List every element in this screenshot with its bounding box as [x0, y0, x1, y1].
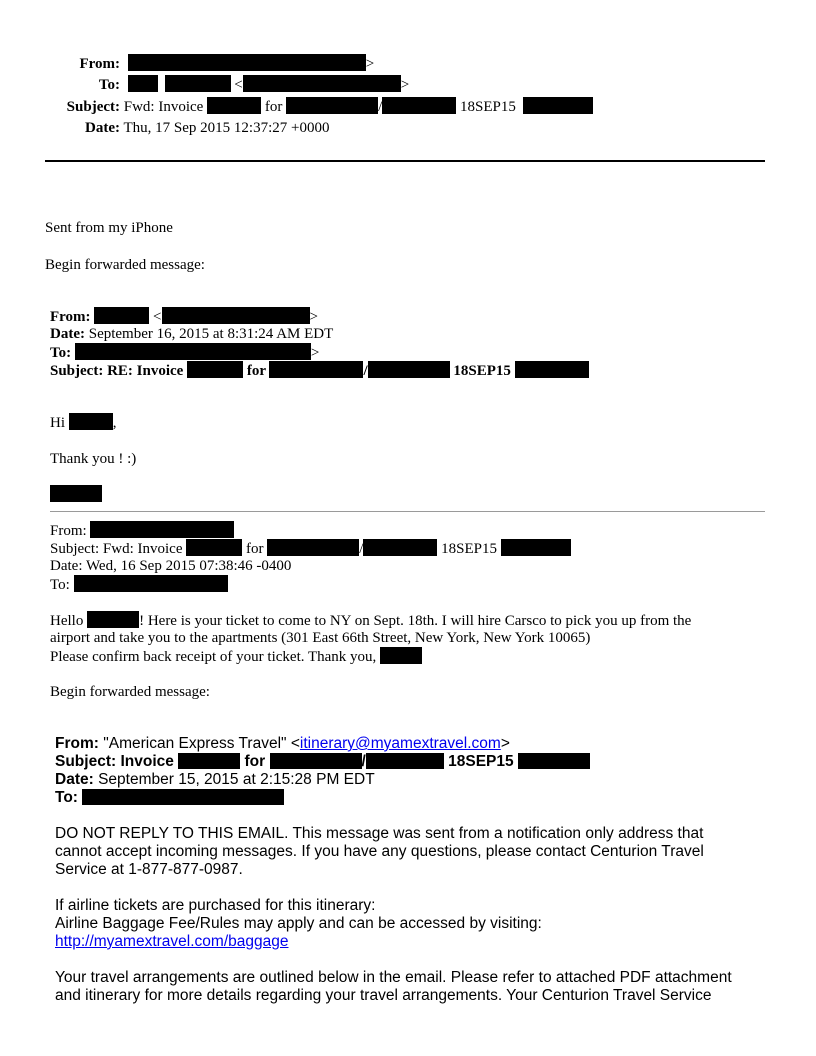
fwd3-p2-line1: If airline tickets are purchased for this itinerary: — [55, 897, 376, 914]
header-to-row: To: < > — [0, 75, 409, 94]
from-label: From: — [50, 523, 87, 539]
fwd1-date-row — [50, 325, 333, 343]
begin-forwarded-line: Begin forwarded message: — [45, 257, 205, 273]
quote-divider — [50, 511, 765, 512]
fwd2-body-line3: Please confirm back receipt of your ticket. Thank you, — [50, 647, 422, 666]
from-name: "American Express Travel" < — [103, 735, 300, 752]
date-label: Date: — [50, 558, 83, 574]
header-from-row: From: > — [0, 54, 374, 73]
redaction-block — [94, 307, 149, 324]
to-label: To: — [98, 77, 120, 93]
fwd2-from-row — [50, 521, 234, 540]
redaction-block — [50, 485, 102, 502]
fwd1-thanks: Thank you ! :) — [50, 451, 137, 467]
redaction-block — [366, 753, 444, 769]
redaction-block — [82, 789, 284, 805]
fwd2-subject-row: Subject: Fwd: Invoice for / 18SEP15 — [50, 539, 571, 558]
redaction-block — [501, 539, 571, 556]
fwd3-p2-line2: Airline Baggage Fee/Rules may apply and can be accessed by visiting: — [55, 915, 542, 932]
redaction-block — [74, 575, 228, 592]
redaction-block — [90, 521, 234, 538]
subject-label: Subject: — [50, 363, 104, 379]
fwd3-p1-line3: Service at 1-877-877-0987. — [55, 861, 243, 878]
redaction-block — [162, 307, 310, 324]
fwd3-from-row: From: "American Express Travel" <itinerary@myamextravel.com> — [55, 735, 510, 752]
redaction-block — [128, 54, 366, 71]
to-label: To: — [50, 577, 70, 593]
fwd3-p3-line2: and itinerary for more details regarding your travel arrangements. Your Centurion Travel Service — [55, 987, 712, 1004]
redaction-block — [363, 539, 437, 556]
fwd1-from-row: From: < > — [50, 309, 318, 325]
redaction-block — [243, 75, 401, 92]
from-email-link[interactable]: itinerary@myamextravel.com — [299, 735, 501, 752]
redaction-block — [128, 75, 158, 92]
header-subject-row: Subject: Fwd: Invoice for / 18SEP15 — [0, 97, 593, 116]
date-label: Date: — [50, 326, 85, 342]
redaction-block — [368, 361, 450, 378]
redaction-block — [87, 611, 139, 628]
from-label: From: — [55, 735, 99, 752]
fwd1-to-row: To: > — [50, 345, 320, 361]
subject-label: Subject: — [50, 541, 100, 557]
redaction-block — [75, 343, 311, 360]
date-label: Date: — [85, 120, 120, 136]
fwd3-subject-row: Subject: Invoice for / 18SEP15 — [55, 753, 590, 771]
redaction-block — [515, 361, 589, 378]
from-label: From: — [79, 56, 120, 72]
subject-prefix: Fwd: Invoice — [123, 99, 204, 115]
redaction-block — [165, 75, 231, 92]
fwd2-date-row — [50, 557, 291, 575]
header-divider — [45, 160, 765, 162]
redaction-block — [178, 753, 240, 769]
sent-from-line: Sent from my iPhone — [45, 220, 173, 236]
redaction-block — [518, 753, 590, 769]
fwd3-p1-line1: DO NOT REPLY TO THIS EMAIL. This message was sent from a notification only address that — [55, 825, 704, 842]
redaction-block — [523, 97, 593, 114]
redaction-block — [382, 97, 456, 114]
from-label: From: — [50, 309, 91, 325]
date-value: September 15, 2015 at 2:15:28 PM EDT — [98, 771, 375, 788]
redaction-block — [187, 361, 243, 378]
header-date-row — [0, 119, 329, 137]
redaction-block — [267, 539, 359, 556]
fwd3-to-row — [55, 789, 284, 807]
fwd2-begin-forwarded: Begin forwarded message: — [50, 684, 210, 700]
redaction-block — [69, 413, 113, 430]
to-label: To: — [50, 345, 72, 361]
date-value: September 16, 2015 at 8:31:24 AM EDT — [88, 326, 334, 342]
redaction-block — [269, 361, 363, 378]
redaction-block — [380, 647, 422, 664]
fwd1-subject-row: Subject: RE: Invoice for / 18SEP15 — [50, 361, 589, 380]
subject-label: Subject: — [55, 753, 117, 770]
fwd3-p1-line2: cannot accept incoming messages. If you have any questions, please contact Centurion Travel — [55, 843, 704, 860]
date-value: Thu, 17 Sep 2015 12:37:27 +0000 — [123, 120, 330, 136]
fwd2-to-row — [50, 575, 228, 594]
date-label: Date: — [55, 771, 94, 788]
fwd3-p3-line1: Your travel arrangements are outlined below in the email. Please refer to attached PDF attachment — [55, 969, 732, 986]
fwd3-p2-link-row — [55, 933, 288, 951]
fwd3-date-row — [55, 771, 375, 789]
fwd2-body-line2: airport and take you to the apartments (301 East 66th Street, New York, New York 10065) — [50, 630, 591, 646]
fwd2-body-line1: Hello ! Here is your ticket to come to NY on Sept. 18th. I will hire Carsco to pick you up from the — [50, 613, 692, 629]
redaction-block — [186, 539, 242, 556]
date-value: Wed, 16 Sep 2015 07:38:46 -0400 — [85, 558, 292, 574]
fwd1-greeting: Hi , — [50, 415, 117, 431]
redaction-block — [207, 97, 261, 114]
to-label: To: — [55, 789, 78, 806]
baggage-link[interactable]: http://myamextravel.com/baggage — [55, 933, 289, 950]
redaction-block — [286, 97, 378, 114]
redaction-block — [270, 753, 362, 769]
subject-label: Subject: — [66, 99, 120, 115]
